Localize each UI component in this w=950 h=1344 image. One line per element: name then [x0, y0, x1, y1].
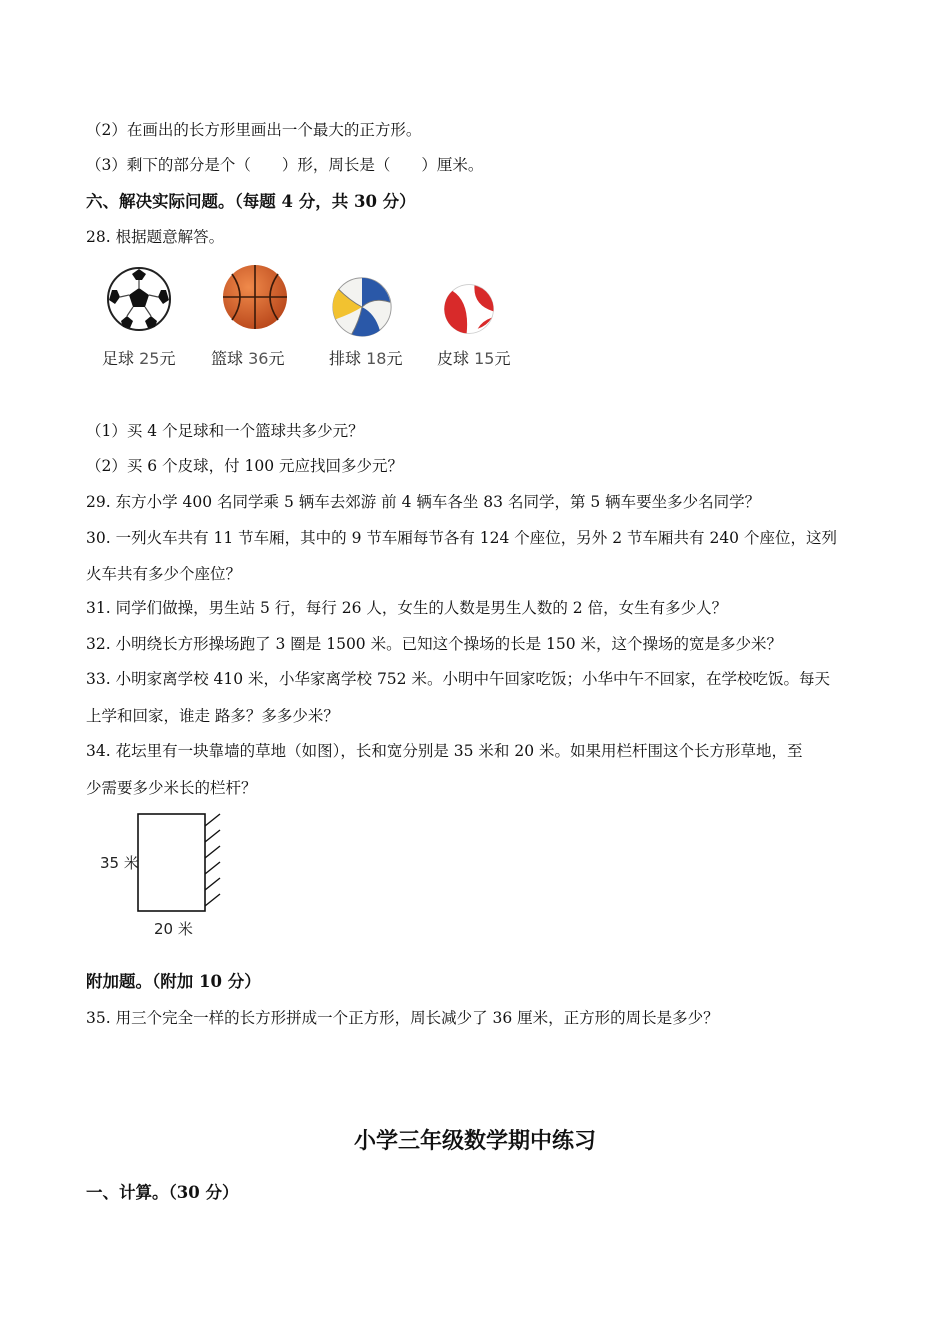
volleyball-icon [331, 276, 393, 338]
ball-unit: 元 [268, 349, 285, 368]
question-29: 29. 东方小学 400 名同学乘 5 辆车去郊游 前 4 辆车各坐 83 名同学，第 5 辆车要坐多少名同学？ [86, 493, 761, 511]
ball-name: 足球 [102, 349, 135, 368]
ball-label-volleyball [329, 346, 402, 369]
question-30-line-2: 火车共有多少个座位？ [86, 565, 242, 583]
question-31: 31. 同学们做操，男生站 5 行，每行 26 人，女生的人数是男生人数的 2 倍，女生有多少人？ [86, 599, 728, 617]
question-34-line-1: 34. 花坛里有一块靠墙的草地（如图），长和宽分别是 35 米和 20 米。如果用栏杆围这个长方形草地，至 [86, 742, 803, 760]
question-28-part-2: （2）买 6 个皮球，付 100 元应找回多少元？ [86, 457, 404, 475]
ball-price: 18 [366, 349, 387, 368]
question-35: 35. 用三个完全一样的长方形拼成一个正方形，周长减少了 36 厘米，正方形的周长是多少？ [86, 1009, 719, 1027]
ball-name: 排球 [329, 349, 362, 368]
question-27-part-2: （2）在画出的长方形里画出一个最大的正方形。 [86, 121, 422, 139]
width-label: 20 米 [154, 920, 193, 938]
question-28-part-1: （1）买 4 个足球和一个篮球共多少元？ [86, 422, 364, 440]
ball-label-soccer [102, 346, 175, 369]
ball-name: 篮球 [211, 349, 244, 368]
question-33-line-2: 上学和回家，谁走 路多？多多少米？ [86, 707, 339, 725]
question-28: 28. 根据题意解答。 [86, 228, 225, 246]
ball-price: 25 [139, 349, 160, 368]
question-33-line-1: 33. 小明家离学校 410 米，小华家离学校 752 米。小明中午回家吃饭；小华中午不回家，在学校吃饭。每天 [86, 670, 830, 688]
bonus-heading: 附加题。（附加 10 分） [86, 972, 261, 991]
soccer-ball-icon [106, 266, 172, 332]
ball-name: 皮球 [437, 349, 470, 368]
ball-price: 15 [474, 349, 495, 368]
section-1-heading: 一、计算。（30 分） [86, 1183, 239, 1202]
ball-price: 36 [248, 349, 269, 368]
question-32: 32. 小明绕长方形操场跑了 3 圈是 1500 米。已知这个操场的长是 150 米，这个操场的宽是多少米？ [86, 635, 783, 653]
lawn-diagram [96, 808, 236, 938]
length-label: 35 米 [100, 854, 139, 872]
page-title: 小学三年级数学期中练习 [353, 1128, 596, 1154]
basketball-icon [222, 264, 288, 330]
rubber-ball-icon [443, 283, 495, 335]
ball-label-rubber-ball [437, 346, 510, 369]
question-27-part-3: （3）剩下的部分是个（ ）形，周长是（ ）厘米。 [86, 156, 484, 174]
ball-label-basketball [211, 346, 284, 369]
ball-unit: 元 [386, 349, 403, 368]
question-34-line-2: 少需要多少米长的栏杆？ [86, 779, 257, 797]
ball-unit: 元 [159, 349, 176, 368]
question-30-line-1: 30. 一列火车共有 11 节车厢，其中的 9 节车厢每节各有 124 个座位，另外 2 节车厢共有 240 个座位，这列 [86, 529, 837, 547]
section-6-heading: 六、解决实际问题。（每题 4 分，共 30 分） [86, 192, 416, 211]
ball-unit: 元 [494, 349, 511, 368]
